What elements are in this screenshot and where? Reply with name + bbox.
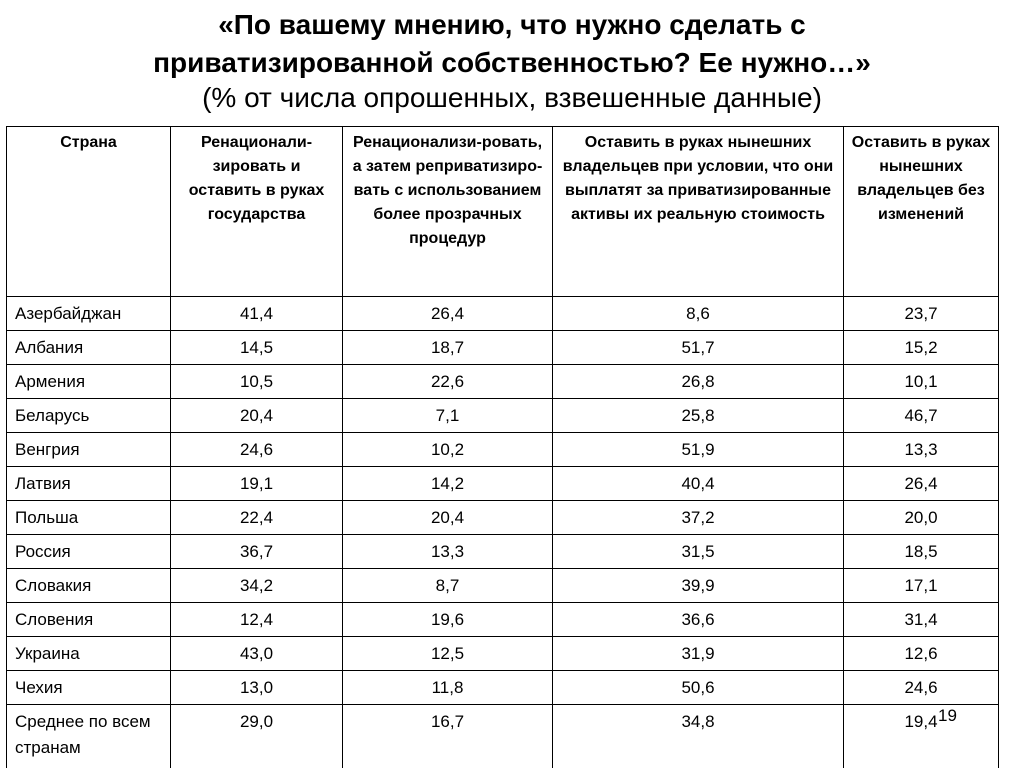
column-header-renationalize-reprivatize: Ренационализи-ровать, а затем реприватизиро-вать с использованием более прозрачных процедур — [343, 127, 553, 297]
country-cell: Армения — [7, 365, 171, 399]
value-cell: 26,4 — [343, 297, 553, 331]
value-cell: 29,0 — [171, 705, 343, 768]
value-cell: 10,2 — [343, 433, 553, 467]
table-row — [7, 671, 999, 705]
country-cell: Чехия — [7, 671, 171, 705]
slide-title — [0, 6, 1024, 114]
value-cell: 13,3 — [343, 535, 553, 569]
value-cell: 14,2 — [343, 467, 553, 501]
value-cell: 23,7 — [844, 297, 999, 331]
country-cell: Украина — [7, 637, 171, 671]
value-cell: 12,6 — [844, 637, 999, 671]
value-cell: 10,1 — [844, 365, 999, 399]
table-row — [7, 637, 999, 671]
value-cell: 22,6 — [343, 365, 553, 399]
title-line-2: приватизированной собственностью? Ее нужно…» — [153, 47, 871, 78]
table-row — [7, 569, 999, 603]
value-cell: 43,0 — [171, 637, 343, 671]
value-cell: 18,7 — [343, 331, 553, 365]
value-cell: 31,4 — [844, 603, 999, 637]
value-cell: 19,1 — [171, 467, 343, 501]
value-cell: 25,8 — [553, 399, 844, 433]
country-cell: Латвия — [7, 467, 171, 501]
value-cell: 36,6 — [553, 603, 844, 637]
value-cell: 34,8 — [553, 705, 844, 768]
value-cell: 8,7 — [343, 569, 553, 603]
page-number: 19 — [938, 706, 957, 725]
title-subtitle: (% от числа опрошенных, взвешенные данные) — [202, 82, 822, 113]
country-cell: Азербайджан — [7, 297, 171, 331]
value-cell: 31,9 — [553, 637, 844, 671]
country-cell: Россия — [7, 535, 171, 569]
value-cell: 12,4 — [171, 603, 343, 637]
table-row — [7, 433, 999, 467]
value-cell: 50,6 — [553, 671, 844, 705]
country-cell: Среднее по всем странам — [7, 705, 171, 768]
value-cell: 11,8 — [343, 671, 553, 705]
value-cell: 22,4 — [171, 501, 343, 535]
column-header-keep-unchanged: Оставить в руках нынешних владельцев без изменений — [844, 127, 999, 297]
value-cell: 10,5 — [171, 365, 343, 399]
value-cell: 13,3 — [844, 433, 999, 467]
value-cell: 46,7 — [844, 399, 999, 433]
value-cell: 51,7 — [553, 331, 844, 365]
country-cell: Албания — [7, 331, 171, 365]
survey-table — [6, 126, 999, 768]
value-cell: 15,2 — [844, 331, 999, 365]
value-cell: 7,1 — [343, 399, 553, 433]
column-header-renationalize-keep: Ренационали-зировать и оставить в руках государства — [171, 127, 343, 297]
table-row — [7, 467, 999, 501]
table-header-row — [7, 127, 999, 297]
table-row — [7, 705, 999, 768]
value-cell: 20,4 — [171, 399, 343, 433]
column-header-keep-with-payment: Оставить в руках нынешних владельцев при условии, что они выплатят за приватизированные активы их реальную стоимость — [553, 127, 844, 297]
column-header-country: Страна — [7, 127, 171, 297]
country-cell: Словения — [7, 603, 171, 637]
value-cell: 20,4 — [343, 501, 553, 535]
value-cell: 26,8 — [553, 365, 844, 399]
value-cell: 41,4 — [171, 297, 343, 331]
value-cell: 8,6 — [553, 297, 844, 331]
table-row — [7, 399, 999, 433]
table-row — [7, 535, 999, 569]
value-cell: 20,0 — [844, 501, 999, 535]
value-cell: 17,1 — [844, 569, 999, 603]
table-row — [7, 365, 999, 399]
value-cell: 36,7 — [171, 535, 343, 569]
value-cell: 31,5 — [553, 535, 844, 569]
country-cell: Польша — [7, 501, 171, 535]
value-cell: 34,2 — [171, 569, 343, 603]
country-cell: Венгрия — [7, 433, 171, 467]
table-row — [7, 297, 999, 331]
value-cell: 39,9 — [553, 569, 844, 603]
value-cell: 19,6 — [343, 603, 553, 637]
title-line-1: «По вашему мнению, что нужно сделать с — [218, 9, 806, 40]
value-cell: 18,5 — [844, 535, 999, 569]
table-row — [7, 603, 999, 637]
value-cell: 12,5 — [343, 637, 553, 671]
value-cell: 37,2 — [553, 501, 844, 535]
value-cell: 40,4 — [553, 467, 844, 501]
table-body — [7, 297, 999, 768]
country-cell: Словакия — [7, 569, 171, 603]
country-cell: Беларусь — [7, 399, 171, 433]
value-cell: 13,0 — [171, 671, 343, 705]
table-row — [7, 501, 999, 535]
value-cell: 51,9 — [553, 433, 844, 467]
value-cell: 26,4 — [844, 467, 999, 501]
value-cell: 14,5 — [171, 331, 343, 365]
value-cell: 24,6 — [171, 433, 343, 467]
table-row — [7, 331, 999, 365]
value-cell: 19,4 — [844, 705, 999, 768]
value-cell: 24,6 — [844, 671, 999, 705]
value-cell: 16,7 — [343, 705, 553, 768]
